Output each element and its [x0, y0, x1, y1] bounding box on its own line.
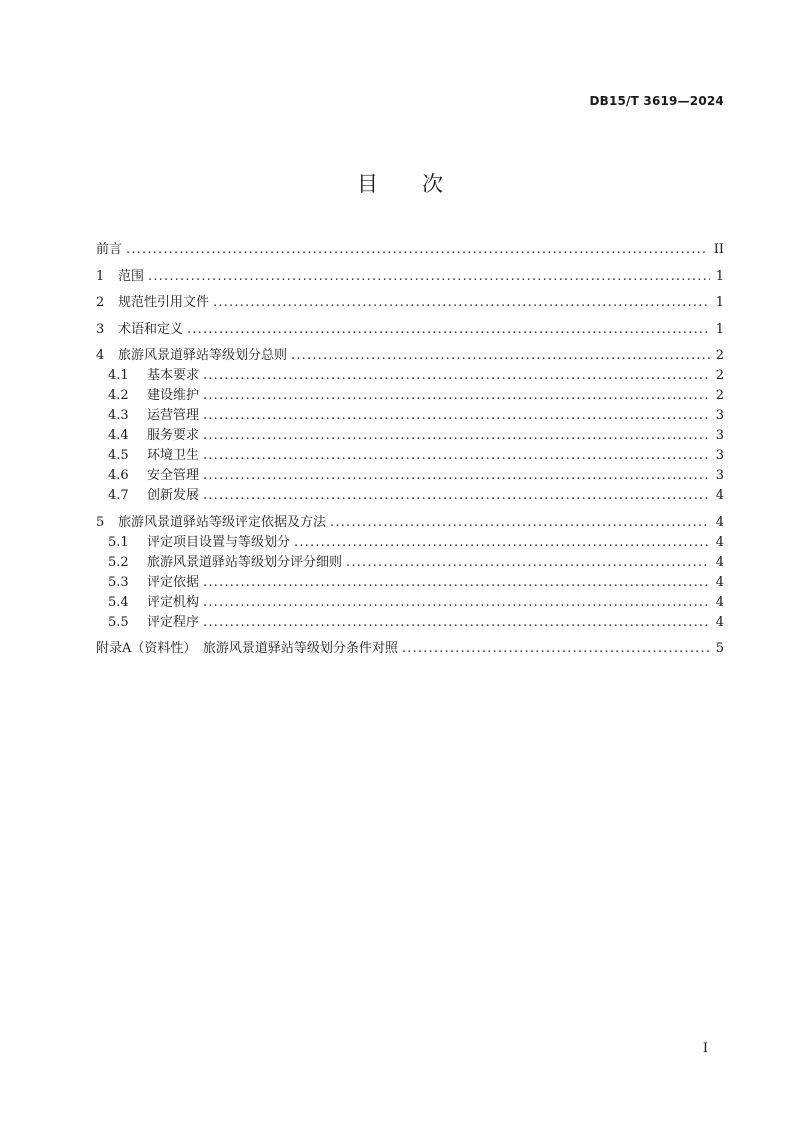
toc-entry-page: 4: [715, 554, 724, 570]
toc-entry-page: 4: [715, 594, 724, 610]
toc-entry-label: 服务要求: [147, 428, 200, 443]
toc-entry[interactable]: [96, 513, 724, 533]
toc-entry-number: 4.5: [108, 448, 129, 463]
page-number: I: [702, 1041, 708, 1056]
toc-entry[interactable]: [96, 346, 724, 366]
toc-entry-page: 2: [715, 388, 724, 403]
toc-entry-page: 5: [715, 641, 724, 656]
toc-entry-number: 3: [96, 321, 105, 337]
toc-dot-leader: [213, 293, 710, 313]
toc-dot-leader: [203, 366, 710, 386]
toc-entry-label: 评定程序: [147, 614, 200, 630]
toc-dot-leader: [148, 267, 710, 287]
toc-entry-page: 1: [715, 321, 724, 337]
toc-entry-page: II: [713, 242, 724, 257]
toc-entry-number: 5.1: [108, 534, 129, 550]
toc-entry-label: 规范性引用文件: [118, 295, 210, 310]
toc-entry-number: 4.2: [108, 388, 129, 403]
toc-entry[interactable]: [96, 320, 724, 340]
toc-entry[interactable]: [96, 553, 724, 573]
toc-entry-number: 5.3: [108, 574, 129, 590]
toc-entry[interactable]: [96, 406, 724, 426]
toc-entry-page: 2: [715, 348, 724, 363]
toc-entry-page: 3: [715, 468, 724, 483]
toc-entry[interactable]: [96, 446, 724, 466]
toc-entry-number: 4.1: [108, 368, 129, 383]
toc-entry-label: 基本要求: [147, 368, 200, 383]
toc-entry-page: 3: [715, 428, 724, 443]
toc-entry[interactable]: [96, 366, 724, 386]
toc-entry[interactable]: [96, 426, 724, 446]
toc-dot-leader: [294, 533, 710, 553]
toc-entry[interactable]: [96, 613, 724, 633]
toc-entry-label: 运营管理: [147, 408, 200, 423]
toc-entry-label: 环境卫生: [147, 448, 200, 463]
toc-dot-leader: [187, 320, 710, 340]
toc-dot-leader: [203, 613, 710, 633]
toc-dot-leader: [291, 346, 710, 366]
toc-dot-leader: [203, 406, 710, 426]
toc-entry-number: 4.7: [108, 488, 129, 503]
toc-entry-number: 5: [96, 514, 105, 530]
toc-entry[interactable]: [96, 267, 724, 287]
toc-entry[interactable]: [96, 240, 724, 260]
toc-entry[interactable]: [96, 293, 724, 313]
toc-dot-leader: [346, 553, 710, 573]
toc-entry-label: 建设维护: [147, 388, 200, 403]
toc-entry-number: 5.5: [108, 614, 129, 630]
toc-entry-label: 旅游风景道驿站等级评定依据及方法: [118, 514, 327, 530]
toc-entry-label: 评定依据: [147, 574, 200, 590]
toc-entry-number: 5.4: [108, 594, 129, 610]
table-of-contents: [96, 240, 724, 659]
toc-entry[interactable]: [96, 533, 724, 553]
toc-entry-page: 3: [715, 448, 724, 463]
toc-entry-number: 1: [96, 268, 105, 284]
toc-entry-page: 2: [715, 368, 724, 383]
toc-entry-number: 4.6: [108, 468, 129, 483]
toc-dot-leader: [203, 593, 710, 613]
toc-title: 目次: [357, 172, 487, 196]
toc-entry-page: 4: [715, 534, 724, 550]
toc-entry-page: 3: [715, 408, 724, 423]
toc-entry-page: 4: [715, 614, 724, 630]
toc-entry[interactable]: [96, 573, 724, 593]
toc-entry-label: 评定机构: [147, 594, 200, 610]
toc-entry-page: 4: [715, 574, 724, 590]
toc-entry[interactable]: [96, 386, 724, 406]
toc-entry-number: 5.2: [108, 554, 129, 570]
toc-entry-page: 1: [715, 295, 724, 310]
toc-entry-label: 前言: [96, 242, 123, 257]
toc-entry-label: 旅游风景道驿站等级划分评分细则: [147, 554, 343, 570]
toc-entry-label: 附录A（资料性） 旅游风景道驿站等级划分条件对照: [96, 641, 398, 656]
toc-entry-label: 创新发展: [147, 488, 200, 503]
toc-entry-number: 4.4: [108, 428, 129, 443]
toc-entry-number: 4.3: [108, 408, 129, 423]
toc-dot-leader: [402, 639, 710, 659]
toc-entry-page: 4: [715, 488, 724, 503]
document-code: DB15/T 3619—2024: [589, 94, 724, 108]
toc-dot-leader: [330, 513, 710, 533]
toc-entry-label: 术语和定义: [118, 321, 184, 337]
toc-entry-number: 4: [96, 348, 105, 363]
toc-entry-number: 2: [96, 295, 105, 310]
toc-entry-page: 4: [715, 514, 724, 530]
toc-entry[interactable]: [96, 466, 724, 486]
toc-dot-leader: [203, 486, 710, 506]
toc-entry-label: 范围: [118, 268, 145, 284]
toc-entry-page: 1: [715, 268, 724, 284]
toc-entry-label: 旅游风景道驿站等级划分总则: [118, 348, 288, 363]
toc-entry[interactable]: [96, 639, 724, 659]
toc-entry-label: 安全管理: [147, 468, 200, 483]
toc-dot-leader: [203, 446, 710, 466]
toc-dot-leader: [203, 386, 710, 406]
toc-dot-leader: [203, 466, 710, 486]
toc-entry-label: 评定项目设置与等级划分: [147, 534, 291, 550]
toc-dot-leader: [203, 426, 710, 446]
toc-entry[interactable]: [96, 486, 724, 506]
toc-dot-leader: [126, 240, 708, 260]
toc-entry[interactable]: [96, 593, 724, 613]
toc-dot-leader: [203, 573, 710, 593]
